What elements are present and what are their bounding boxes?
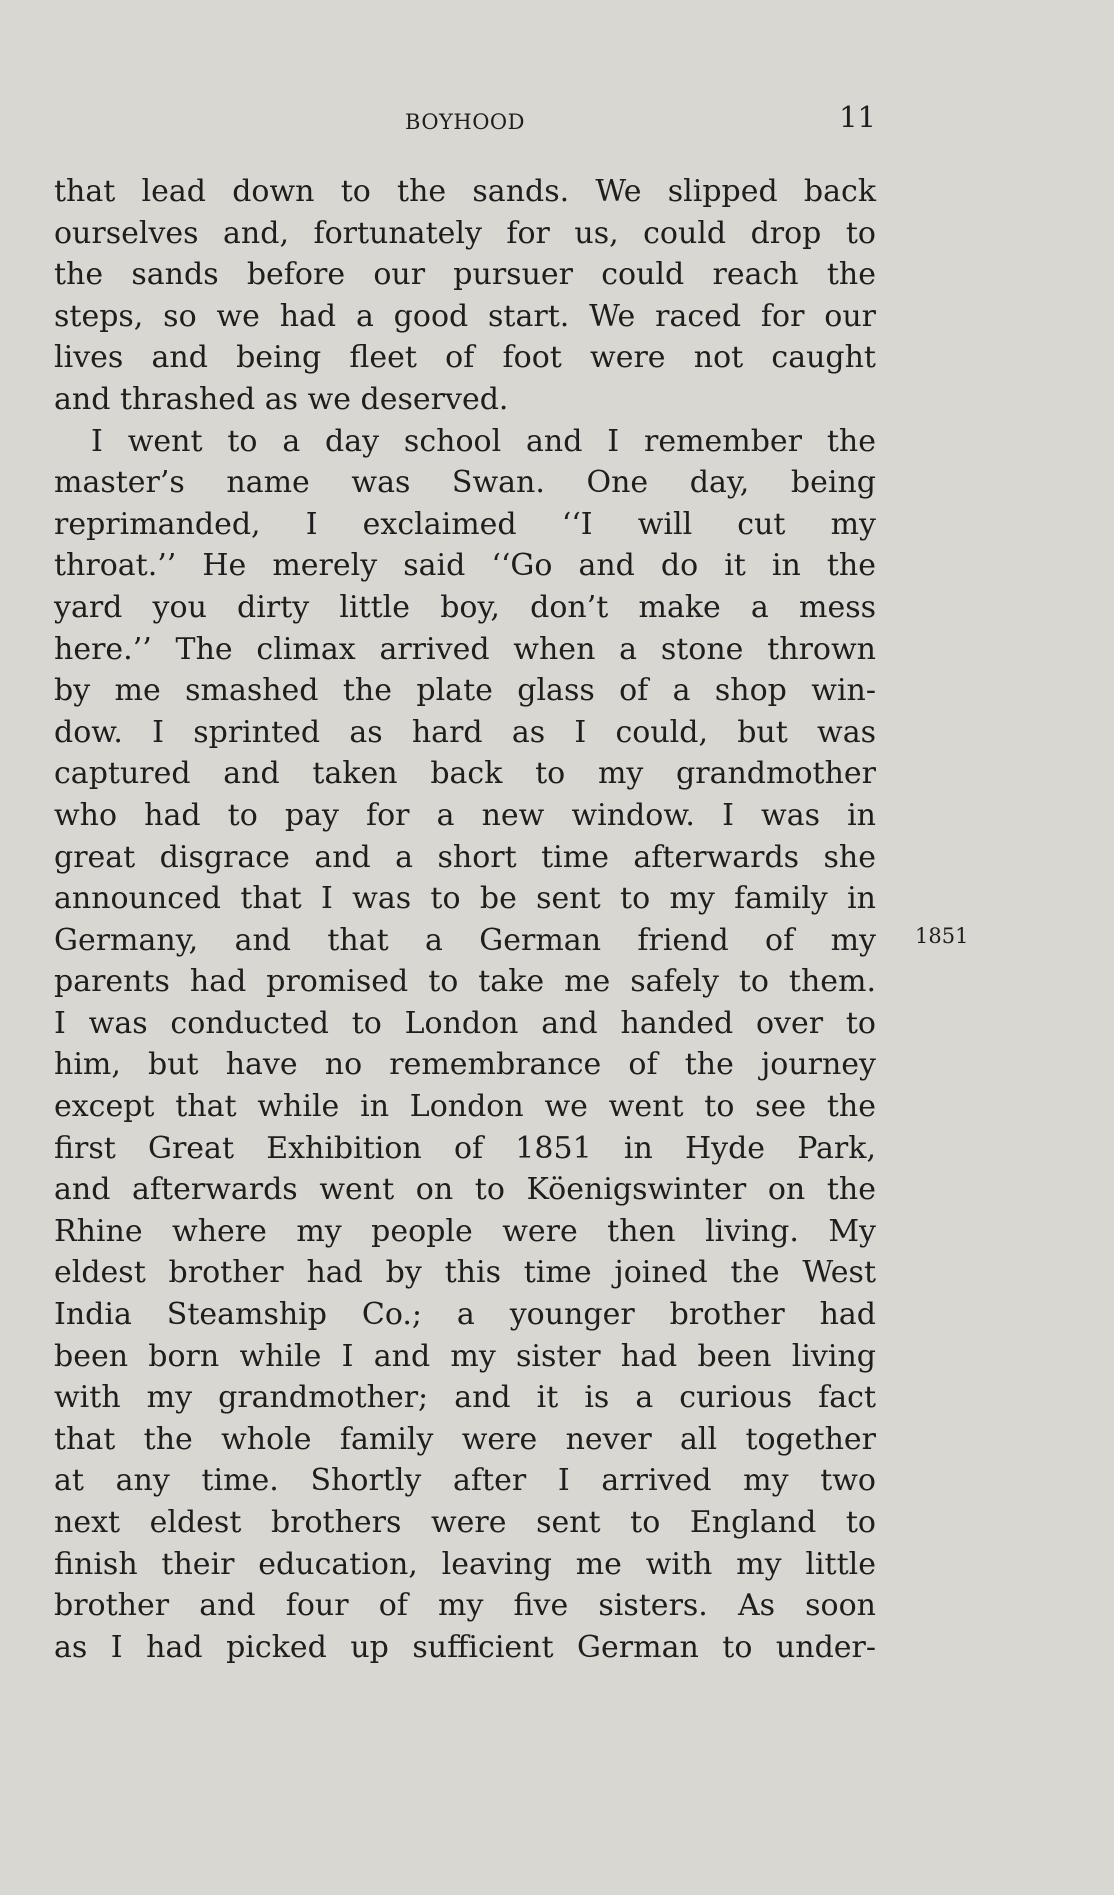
- text-line: master’s name was Swan. One day, being: [54, 465, 876, 501]
- text-line: captured and taken back to my grandmother: [54, 756, 876, 792]
- text-line: except that while in London we went to see the: [54, 1089, 876, 1125]
- text-line: I went to a day school and I remember the: [91, 423, 876, 459]
- text-line: as I had picked up sufficient German to under-: [54, 1629, 876, 1665]
- text-line: him, but have no remembrance of the journey: [54, 1047, 876, 1083]
- text-line: I was conducted to London and handed over to: [54, 1005, 876, 1041]
- text-line: reprimanded, I exclaimed ‘‘I will cut my: [54, 506, 876, 542]
- text-line: finish their education, leaving me with my little: [54, 1546, 876, 1582]
- text-line: that lead down to the sands. We slipped back: [54, 174, 876, 209]
- body-text: [54, 171, 876, 1668]
- text-line: and thrashed as we deserved.: [54, 381, 509, 417]
- text-line: by me smashed the plate glass of a shop win-: [54, 673, 876, 709]
- running-title: BOYHOOD: [405, 110, 525, 134]
- text-line: announced that I was to be sent to my family in: [54, 881, 876, 917]
- text-line: parents had promised to take me safely to them.: [54, 964, 876, 1000]
- text-line: who had to pay for a new window. I was in: [54, 797, 876, 833]
- text-line: the sands before our pursuer could reach the: [54, 257, 876, 293]
- text-line: steps, so we had a good start. We raced for our: [54, 298, 876, 334]
- text-line: been born while I and my sister had been living: [54, 1338, 876, 1374]
- page-number: 11: [839, 100, 876, 134]
- text-line: with my grandmother; and it is a curious fact: [54, 1380, 876, 1416]
- text-line: yard you dirty little boy, don’t make a mess: [54, 589, 876, 625]
- text-line: that the whole family were never all together: [54, 1421, 876, 1457]
- text-line: brother and four of my five sisters. As soon: [54, 1588, 876, 1624]
- text-line: here.’’ The climax arrived when a stone thrown: [54, 631, 876, 667]
- text-line: lives and being fleet of foot were not caught: [54, 340, 876, 376]
- text-line: ourselves and, fortunately for us, could drop to: [54, 215, 876, 251]
- text-line: India Steamship Co.; a younger brother had: [54, 1297, 876, 1333]
- text-line: next eldest brothers were sent to England to: [54, 1505, 876, 1540]
- text-line: first Great Exhibition of 1851 in Hyde Park,: [54, 1130, 876, 1166]
- text-line: eldest brother had by this time joined the West: [54, 1255, 876, 1291]
- text-line: throat.’’ He merely said ‘‘Go and do it in the: [54, 548, 876, 584]
- text-line: Rhine where my people were then living. My: [54, 1213, 876, 1249]
- text-line: and afterwards went on to Köenigswinter on the: [54, 1172, 876, 1208]
- text-line: Germany, and that a German friend of my: [54, 922, 876, 958]
- text-line: dow. I sprinted as hard as I could, but was: [54, 714, 876, 750]
- text-line: at any time. Shortly after I arrived my two: [54, 1463, 876, 1499]
- margin-note-year: 1851: [915, 924, 969, 948]
- text-line: great disgrace and a short time afterwards she: [54, 839, 876, 875]
- running-head: [54, 100, 876, 140]
